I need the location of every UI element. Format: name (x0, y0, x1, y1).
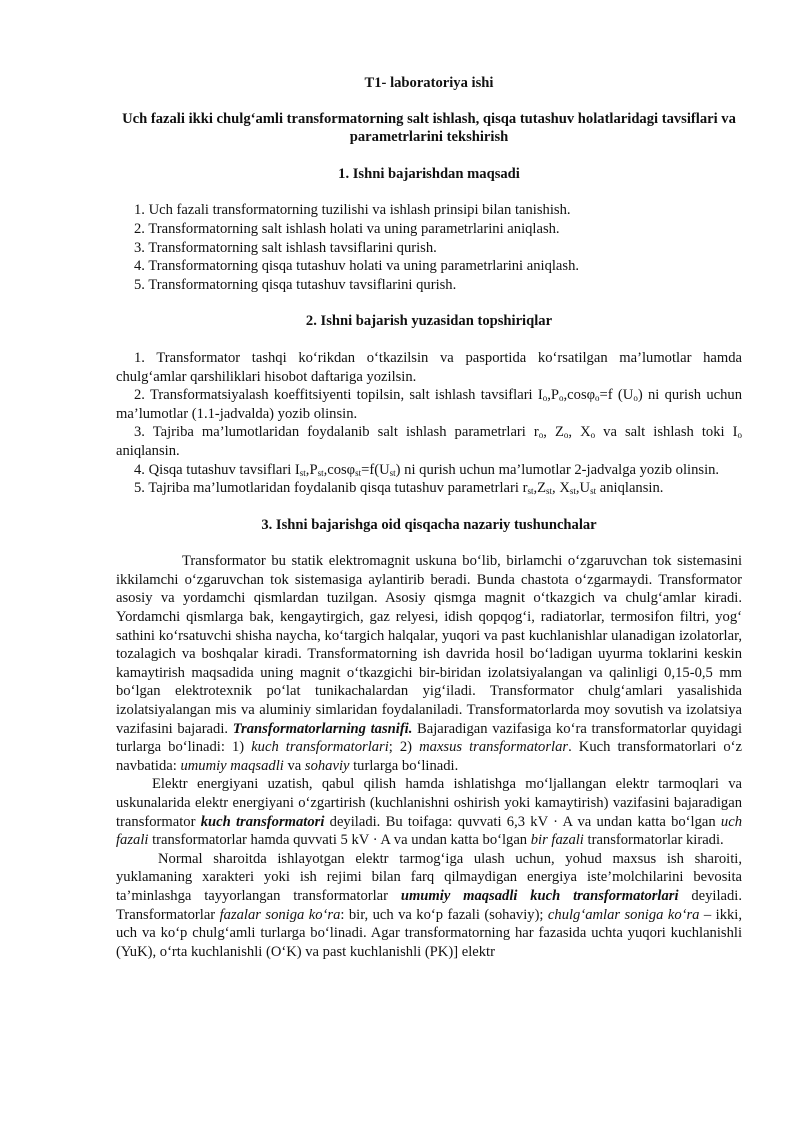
tasks-list (116, 349, 742, 498)
list-item: 5. Transformatorning qisqa tutashuv tavsiflarini qurish. (134, 276, 457, 293)
body-paragraph: Transformator bu statik elektromagnit uskuna bo‘lib, birlamchi o‘zgaruvchan tok sistemasini ikkilamchi o‘zgaruvchan tok sistemasiga aylantirib beradi. Bunda chastota o‘zgarmaydi. Transformator asosiy va yordamchi qismlardan tuzilgan. Asosiy qismga magnit o‘tkazgich va chulg‘amlar kiradi. Yordamchi qismlarga bak, kengaytirgich, gaz relyesi, idish qopqog‘i, radiatorlar, termosifon filtri, yog‘ sathini ko‘rsatuvchi shisha naycha, ko‘targich halqalar, yuqori va past kuchlanishlar ulanadigan izolatorlar, tozalagich va boshqalar kiradi. Transformatorning ish davrida hosil bo‘ladigan uyurma toklarini keskin kamaytirish maqsadida uning magnit o‘tkazgichi bir-biridan izolatsiyalangan va qalinligi 0,15-0,5 mm bo‘lgan elektrotexnik po‘lat tunikachalardan yig‘iladi. Transformator chulg‘amlari yasalishida izolatsiyalangan mis va aluminiy simlaridan foydalaniladi. Transformatorlarda moy sovutish va izolatsiya vazifasini bajaradi. Transformatorlarning tasnifi. Bajaradigan vazifasiga ko‘ra transformatorlar quyidagi turlarga bo‘linadi: 1) kuch transformatorlari; 2) maxsus transformatorlar. Kuch transformatorlari o‘z navbatida: umumiy maqsadli va sohaviy turlarga bo‘linadi. (116, 553, 743, 774)
list-item: 2. Transformatorning salt ishlash holati va uning parametrlarini aniqlash. (134, 220, 560, 237)
task-item: 2. Transformatsiyalash koeffitsiyenti topilsin, salt ishlash tavsiflari $I_o,P_o,\cos\varphi_o=f$ $(U_o)$ ni qurish uchun ma’lumotlar (1.1-jadvalda) yozib olinsin. (116, 387, 742, 422)
body-paragraph: Normal sharoitda ishlayotgan elektr tarmog‘iga ulash uchun, yohud maxsus ish sharoiti, yuklamaning xarakteri yoki ish rejimi bilan farq qilmaydigan energiya iste’molchilarini bevosita ta’minlashga tayyorlangan transformatorlar umumiy maqsadli kuch transformatorlari deyiladi. Transformatorlar fazalar soniga ko‘ra: bir, uch va ko‘p fazali (sohaviy); chulg‘amlar soniga ko‘ra – ikki, uch va ko‘p chulg‘amli turlarga bo‘linadi. Agar transformatorning har fazasida uchta yuqori kuchlanishli (YuK), o‘rta kuchlanishli (O‘K) va past kuchlanishli (PK)] elektr (116, 850, 743, 960)
task-item: 5. Tajriba ma’lumotlaridan foydalanib qisqa tutashuv parametrlari $r_{st},Z_{st}$, $X_{st},U_{st}$ aniqlansin. (134, 480, 664, 497)
task-item: 3. Tajriba ma’lumotlaridan foydalanib salt ishlash parametrlari $r_o$, $Z_o$, $X_o$ va salt ishlash toki $I_o$ aniqlansin. (116, 424, 742, 459)
document-page (116, 74, 742, 961)
lab-topic: Uch fazali ikki chulg‘amli transformatorning salt ishlash, qisqa tutashuv holatlaridagi tavsiflari va parametrlarini tekshirish (122, 110, 736, 146)
section2-heading: 2. Ishni bajarish yuzasidan topshiriqlar (305, 313, 553, 330)
body-paragraph: Elektr energiyani uzatish, qabul qilish hamda ishlatishga mo‘ljallangan elektr tarmoqlari va uskunalarida elektr energiyani o‘zgartirish (kuchlanishni oshirish yoki kamaytirish) vazifasini bajaradigan transformator kuch transformatori deyiladi. Bu toifaga: quvvati 6,3 kV · A va undan katta bo‘lgan uch fazali transformatorlar hamda quvvati 5 kV · A va undan katta bo‘lgan bir fazali transformatorlar kiradi. (116, 776, 742, 849)
objectives-list (116, 201, 742, 294)
list-item: 3. Transformatorning salt ishlash tavsiflarini qurish. (134, 239, 437, 256)
section1-heading: 1. Ishni bajarishdan maqsadi (338, 165, 520, 182)
list-item: 1. Uch fazali transformatorning tuzilishi va ishlash prinsipi bilan tanishish. (134, 202, 571, 219)
lab-title: T1- laboratoriya ishi (364, 75, 494, 91)
task-item: 1. Transformator tashqi ko‘rikdan o‘tkazilsin va pasportida ko‘rsatilgan ma’lumotlar hamda chulg‘amlar qarshiliklari hisobot daftariga yozilsin. (116, 349, 742, 385)
task-item: 4. Qisqa tutashuv tavsiflari $I_{st},P_{st},\cos\varphi_{st}=f(U_{st})$ ni qurish uchun ma’lumotlar 2-jadvalga yozib olinsin. (134, 461, 720, 478)
list-item: 4. Transformatorning qisqa tutashuv holati va uning parametrlarini aniqlash. (134, 258, 580, 275)
section3-heading: 3. Ishni bajarishga oid qisqacha nazariy tushunchalar (261, 516, 597, 533)
